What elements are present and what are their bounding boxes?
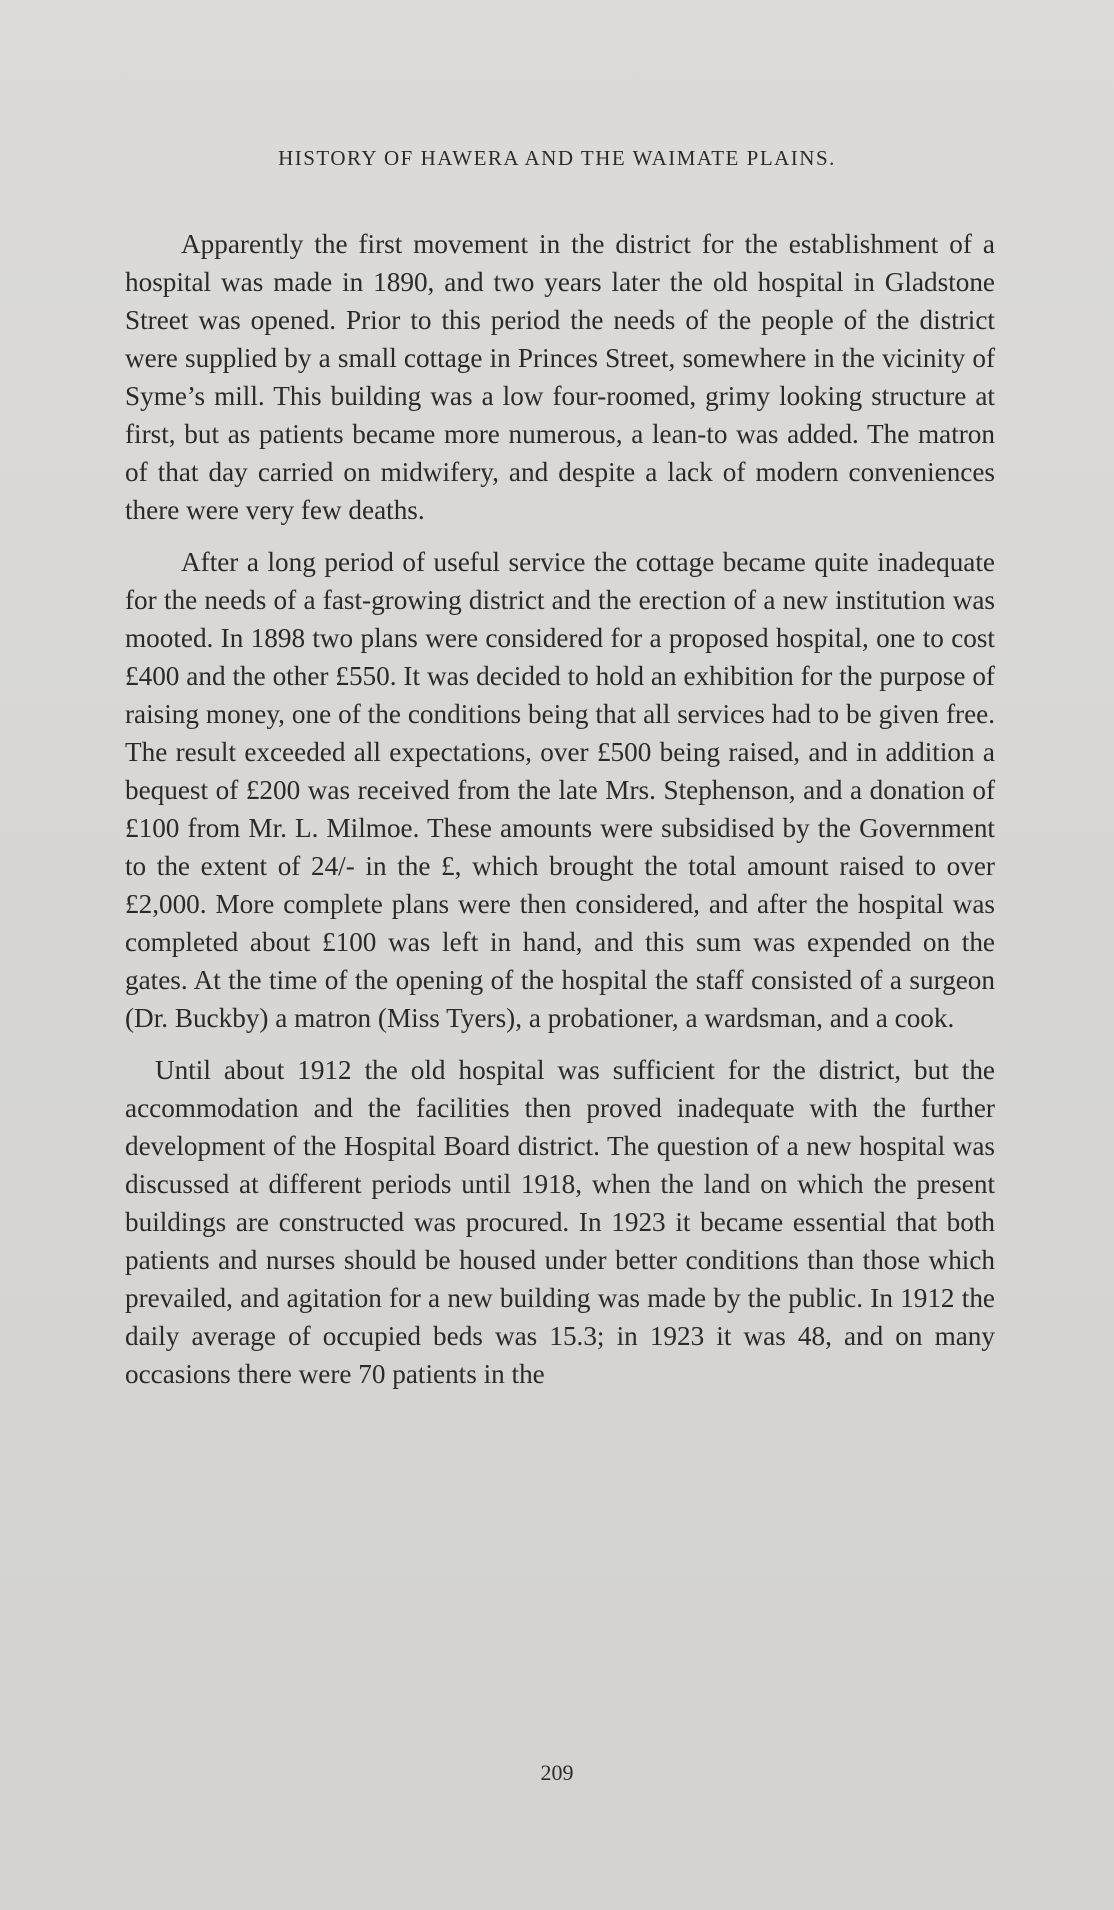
body-text (125, 225, 995, 1407)
paragraph-1: Apparently the first movement in the district for the establishment of a hospital was made in 1890, and two years later the old hospital in Gladstone Street was opened. Prior to this period the needs of the people of the district were supplied by a small cottage in Princes Street, somewhere in the vicinity of Syme’s mill. This building was a low four-roomed, grimy looking structure at first, but as patients became more numerous, a lean-to was added. The matron of that day carried on midwifery, and despite a lack of modern conveniences there were very few deaths. (125, 229, 995, 525)
paragraph-2: After a long period of useful service the cottage became quite inadequate for the needs of a fast-growing district and the erection of a new institution was mooted. In 1898 two plans were considered for a proposed hospital, one to cost £400 and the other £550. It was decided to hold an exhibition for the purpose of raising money, one of the conditions being that all services had to be given free. The result exceeded all expectations, over £500 being raised, and in addition a bequest of £200 was received from the late Mrs. Stephenson, and a donation of £100 from Mr. L. Milmoe. These amounts were subsidised by the Government to the extent of 24/- in the £, which brought the total amount raised to over £2,000. More complete plans were then considered, and after the hospital was completed about £100 was left in hand, and this sum was expended on the gates. At the time of the opening of the hospital the staff consisted of a surgeon (Dr. Buckby) a matron (Miss Tyers), a probationer, a wardsman, and a cook. (125, 547, 995, 1033)
paragraph-3: Until about 1912 the old hospital was sufficient for the district, but the accommodation and the facilities then proved inadequate with the further development of the Hospital Board district. The question of a new hospital was discussed at different periods until 1918, when the land on which the present buildings are constructed was procured. In 1923 it became essential that both patients and nurses should be housed under better conditions than those which prevailed, and agitation for a new building was made by the public. In 1912 the daily average of occupied beds was 15.3; in 1923 it was 48, and on many occasions there were 70 patients in the (125, 1055, 995, 1389)
page-number: 209 (540, 1760, 574, 1785)
running-header: HISTORY OF HAWERA AND THE WAIMATE PLAINS. (278, 146, 836, 170)
